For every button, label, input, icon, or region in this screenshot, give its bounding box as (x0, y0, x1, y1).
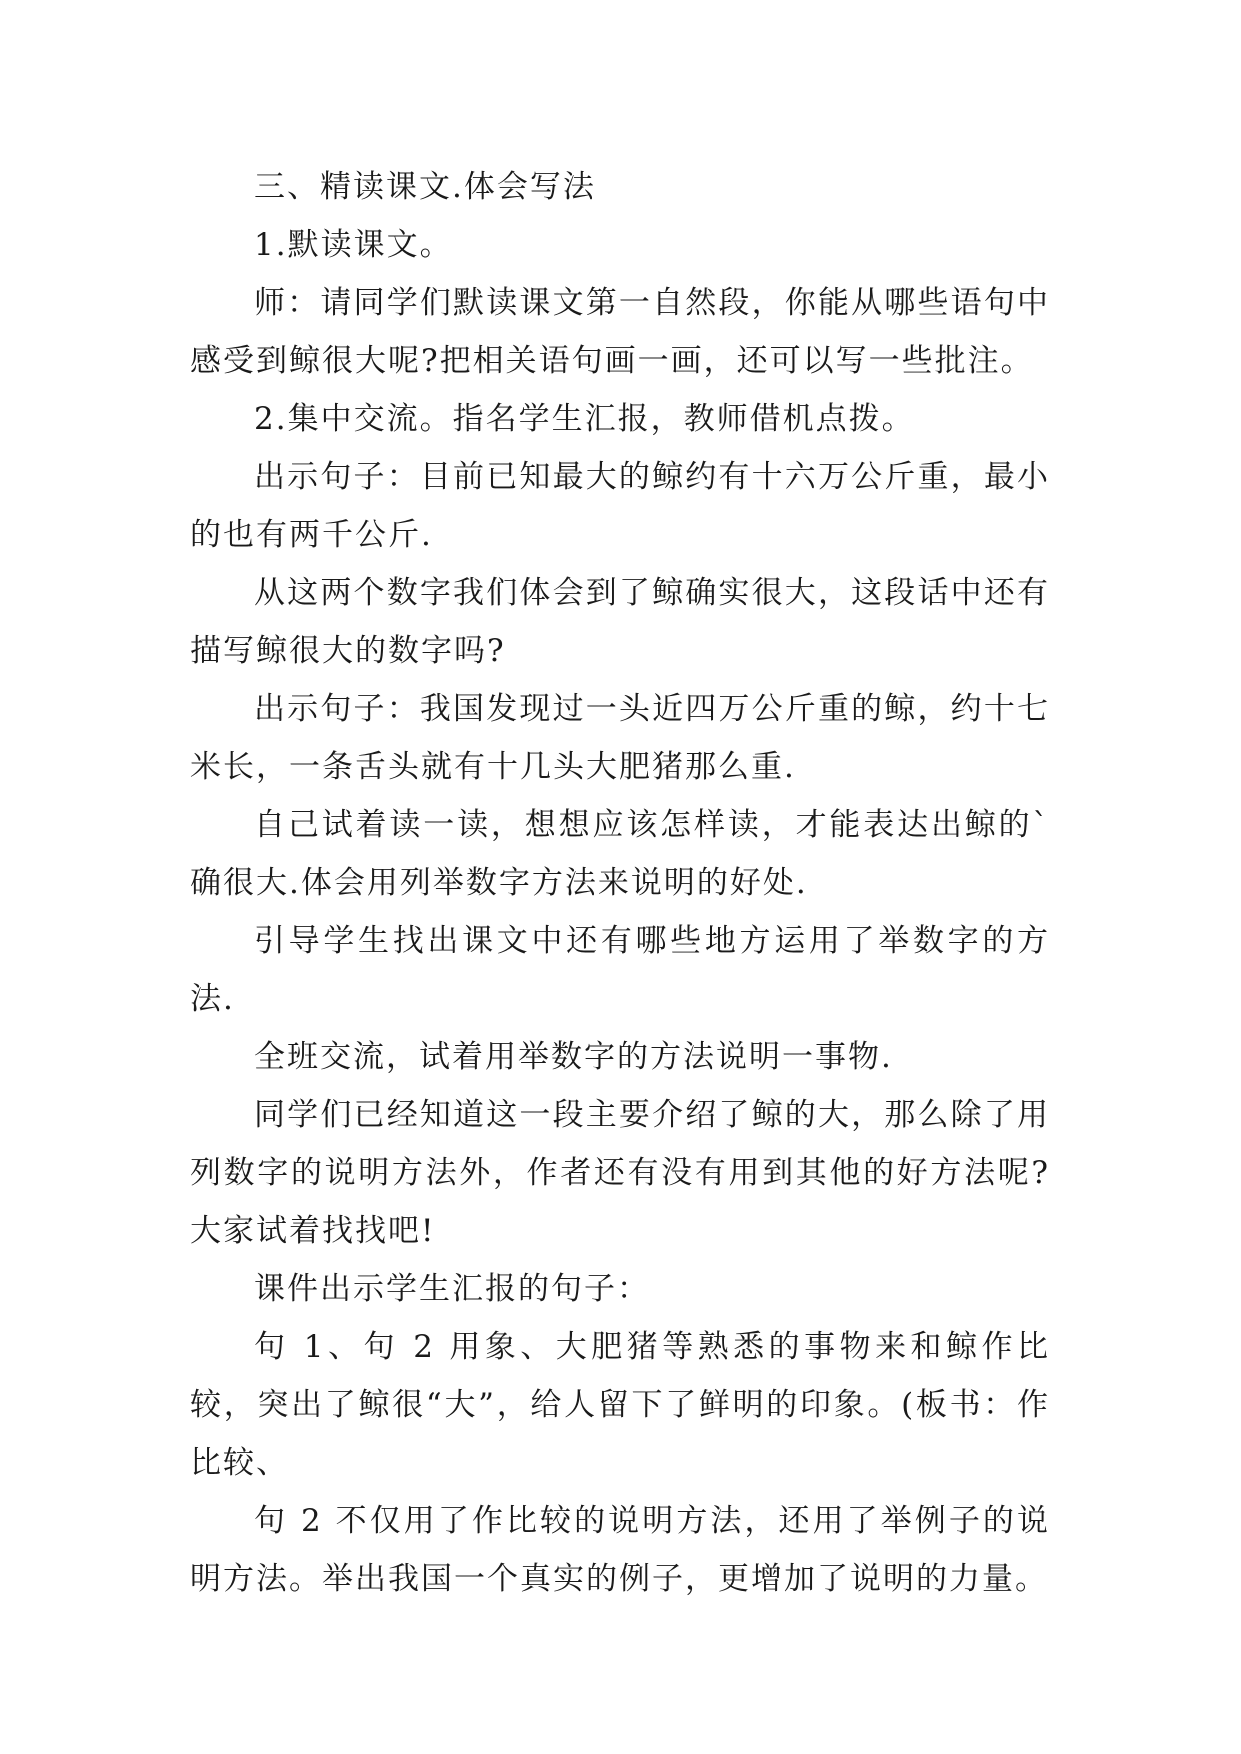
section-heading: 三、精读课文.体会写法 (254, 169, 596, 205)
paragraph: 自己试着读一读，想想应该怎样读，才能表达出鲸的`确很大.体会用列举数字方法来说明的好处. (190, 807, 1050, 901)
paragraph: 出示句子：我国发现过一头近四万公斤重的鲸，约十七米长，一条舌头就有十几头大肥猪那么重. (190, 691, 1050, 785)
paragraph: 全班交流，试着用举数字的方法说明一事物. (254, 1039, 893, 1075)
paragraph: 出示句子：目前已知最大的鲸约有十六万公斤重，最小的也有两千公斤. (190, 459, 1050, 553)
paragraph: 句 1、句 2 用象、大肥猪等熟悉的事物来和鲸作比较，突出了鲸很“大”，给人留下了鲜明的印象。(板书：作比较、 (190, 1329, 1050, 1481)
paragraph: 2.集中交流。指名学生汇报，教师借机点拨。 (254, 401, 915, 437)
document-body (190, 158, 1050, 1608)
paragraph: 从这两个数字我们体会到了鲸确实很大，这段话中还有描写鲸很大的数字吗? (190, 575, 1050, 669)
paragraph: 引导学生找出课文中还有哪些地方运用了举数字的方法. (190, 923, 1050, 1017)
paragraph: 课件出示学生汇报的句子： (254, 1271, 650, 1307)
paragraph: 师：请同学们默读课文第一自然段，你能从哪些语句中感受到鲸很大呢?把相关语句画一画，还可以写一些批注。 (190, 285, 1050, 379)
paragraph: 1.默读课文。 (254, 227, 453, 263)
paragraph: 同学们已经知道这一段主要介绍了鲸的大，那么除了用列数字的说明方法外，作者还有没有用到其他的好方法呢?大家试着找找吧! (190, 1097, 1050, 1249)
paragraph: 句 2 不仅用了作比较的说明方法，还用了举例子的说明方法。举出我国一个真实的例子，更增加了说明的力量。 (190, 1503, 1050, 1597)
